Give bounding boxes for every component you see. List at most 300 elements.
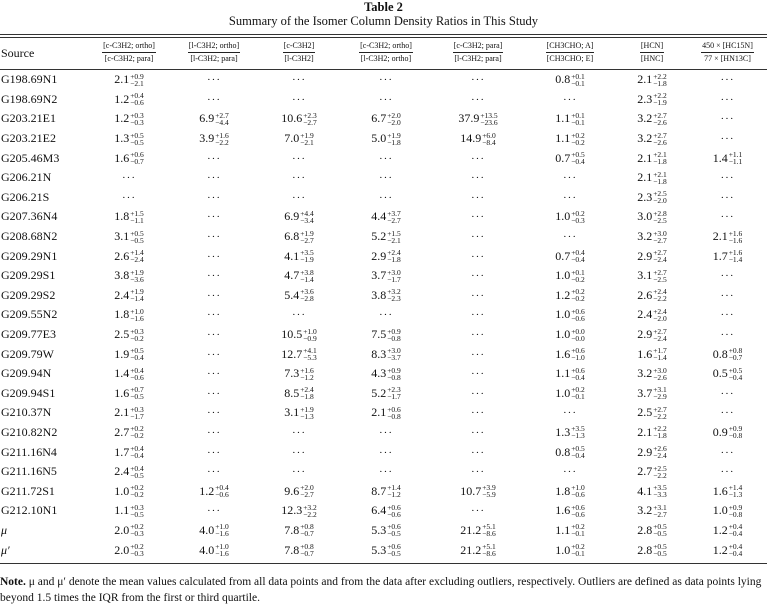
empty-cell: ···: [207, 348, 221, 361]
lower-error: −1.8: [387, 255, 401, 265]
value: 1.0: [555, 268, 571, 283]
source-name: G203.21E1: [1, 111, 56, 126]
value: 2.1: [371, 405, 387, 420]
empty-cell: ···: [471, 426, 485, 439]
lower-error: −0.2: [571, 294, 585, 304]
ratio-denominator: [l-C3H2; para]: [190, 54, 238, 63]
source-name: G209.55N2: [1, 307, 58, 322]
upper-error: +3.5: [571, 424, 585, 434]
table-row: [0, 384, 767, 404]
upper-error: +0.6: [387, 522, 401, 532]
lower-error: −1.7: [387, 274, 401, 284]
lower-error: −2.2: [653, 470, 667, 480]
value: 3.2: [637, 229, 653, 244]
ratio-value: [340, 325, 432, 345]
empty-cell: ···: [471, 348, 485, 361]
upper-error: +0.6: [387, 404, 401, 414]
upper-error: +0.6: [571, 306, 585, 316]
empty-cell: ···: [292, 309, 306, 322]
ratio-value: [616, 207, 688, 227]
value: 2.1: [637, 72, 653, 87]
ratio-value: [616, 344, 688, 364]
source-name: G211.72S1: [1, 483, 55, 498]
upper-error: +0.9: [387, 326, 401, 336]
lower-error: −1.8: [300, 392, 314, 402]
lower-error: −1.9: [653, 98, 667, 108]
upper-error: +1.0: [130, 306, 144, 316]
lower-error: −2.2: [303, 509, 317, 519]
upper-error: +1.4: [728, 483, 743, 493]
lower-error: −0.2: [130, 431, 144, 441]
empty-cell: ···: [379, 93, 393, 106]
empty-cell: ···: [471, 446, 485, 459]
value: 3.0: [637, 209, 653, 224]
ratio-value: [340, 344, 432, 364]
value: 10.5: [281, 327, 303, 342]
ratio-value: [524, 266, 616, 286]
column-header-ratio: [258, 38, 340, 70]
empty-cell: ···: [292, 426, 306, 439]
upper-error: +0.5: [653, 542, 667, 552]
ratio-value: [88, 90, 170, 110]
upper-error: +0.2: [130, 542, 144, 552]
ratio-value: [432, 129, 524, 149]
ratio-value: [170, 109, 258, 129]
upper-error: +1.4: [130, 248, 144, 258]
lower-error: −1.3: [300, 411, 314, 421]
lower-error: −2.4: [653, 255, 667, 265]
empty-cell: ···: [207, 250, 221, 263]
upper-error: +2.7: [653, 267, 667, 277]
ratio-denominator: [HNC]: [640, 54, 664, 63]
value: 1.0: [555, 542, 571, 557]
empty-cell: ···: [471, 387, 485, 400]
table-header: [0, 38, 767, 70]
value: 1.2: [114, 91, 130, 106]
value: 1.8: [114, 209, 130, 224]
ratio-value: [688, 227, 767, 247]
column-header-ratio: [170, 38, 258, 70]
lower-error: −5.3: [303, 353, 317, 363]
upper-error: +0.1: [571, 71, 585, 81]
value: 4.4: [371, 209, 387, 224]
empty-cell: ···: [720, 387, 735, 400]
value: 3.9: [199, 131, 215, 146]
value: 7.8: [284, 542, 300, 557]
upper-error: +0.4: [728, 542, 743, 552]
lower-error: −2.9: [653, 392, 667, 402]
upper-error: +0.4: [728, 522, 743, 532]
value: 6.4: [371, 503, 387, 518]
ratio-value: [688, 423, 767, 443]
value: 1.2: [555, 287, 571, 302]
lower-error: −2.0: [653, 196, 667, 206]
lower-error: −0.5: [387, 549, 401, 559]
ratio-value: [688, 521, 767, 541]
ratio-value: [258, 501, 340, 521]
ratio-value: [524, 148, 616, 168]
table-caption: [0, 0, 767, 28]
upper-error: +1.6: [728, 228, 743, 238]
lower-error: −1.7: [387, 392, 401, 402]
lower-error: −0.5: [130, 509, 144, 519]
table-row: [0, 227, 767, 247]
upper-error: +1.9: [130, 267, 144, 277]
empty-cell: ···: [563, 231, 577, 244]
empty-cell: ···: [471, 172, 485, 185]
upper-error: +2.7: [653, 248, 667, 258]
value: 2.4: [114, 464, 130, 479]
ratio-denominator: [l-C3H2]: [284, 54, 314, 63]
table-row: [0, 462, 767, 482]
source-name: G203.21E2: [1, 131, 56, 146]
lower-error: −0.6: [130, 372, 144, 382]
value: 21.2: [460, 522, 482, 537]
lower-error: −4.4: [215, 117, 229, 127]
ratio-value: [88, 70, 170, 90]
value: 2.3: [637, 189, 653, 204]
ratio-value: [88, 305, 170, 325]
ratio-value: [88, 364, 170, 384]
lower-error: −0.7: [300, 529, 314, 539]
lower-error: −0.8: [728, 509, 743, 519]
lower-error: −2.7: [300, 235, 314, 245]
empty-cell: ···: [471, 505, 485, 518]
lower-error: −1.1: [130, 215, 144, 225]
ratio-numerator: [l-C3H2; ortho]: [188, 41, 240, 53]
lower-error: −1.8: [653, 431, 667, 441]
lower-error: −3.4: [300, 215, 314, 225]
lower-error: −3.3: [653, 490, 667, 500]
empty-cell: ···: [563, 172, 577, 185]
ratio-value: [688, 148, 767, 168]
empty-cell: ···: [207, 505, 221, 518]
upper-error: +2.7: [653, 404, 667, 414]
upper-error: +2.7: [653, 326, 667, 336]
source-name: μ: [1, 522, 8, 537]
ratio-value: [616, 442, 688, 462]
lower-error: −1.7: [130, 411, 144, 421]
ratio-numerator: [c-C3H2]: [283, 41, 316, 53]
table-row: [0, 90, 767, 110]
table-row: [0, 540, 767, 560]
ratio-value: [340, 266, 432, 286]
ratio-value: [340, 246, 432, 266]
table-row: [0, 168, 767, 188]
value: 1.0: [555, 209, 571, 224]
value: 3.8: [114, 268, 130, 283]
ratio-value: [88, 442, 170, 462]
ratio-fraction: [283, 41, 316, 64]
value: 1.6: [114, 150, 130, 165]
lower-error: −0.0: [571, 333, 585, 343]
table-row: [0, 148, 767, 168]
ratio-value: [432, 521, 524, 541]
table-title: Summary of the Isomer Column Density Ratios in This Study: [228, 14, 539, 28]
value: 21.2: [460, 542, 482, 557]
upper-error: +0.9: [387, 365, 401, 375]
ratio-value: [258, 384, 340, 404]
lower-error: −0.5: [130, 392, 144, 402]
empty-cell: ···: [563, 466, 577, 479]
value: 1.1: [555, 111, 571, 126]
value: 2.1: [114, 72, 130, 87]
ratio-denominator: 77 × [HN13C]: [704, 54, 751, 63]
value: 12.3: [281, 503, 303, 518]
lower-error: −2.5: [653, 215, 667, 225]
value: 2.0: [114, 522, 130, 537]
lower-error: −3.7: [387, 353, 401, 363]
lower-error: −2.6: [653, 117, 667, 127]
upper-error: +1.0: [303, 326, 317, 336]
upper-error: +0.6: [387, 502, 401, 512]
ratio-value: [524, 344, 616, 364]
ratio-value: [258, 286, 340, 306]
value: 0.8: [712, 346, 728, 361]
empty-cell: ···: [720, 172, 735, 185]
lower-error: −2.7: [303, 117, 317, 127]
upper-error: +0.4: [130, 463, 144, 473]
note-label: Note.: [0, 575, 26, 588]
value: 6.9: [284, 209, 300, 224]
column-header-ratio: [340, 38, 432, 70]
upper-error: +0.6: [571, 365, 585, 375]
upper-error: +3.1: [653, 385, 667, 395]
upper-error: +0.6: [387, 542, 401, 552]
lower-error: −2.6: [653, 137, 667, 147]
value: 1.0: [712, 503, 728, 518]
lower-error: −1.8: [653, 176, 667, 186]
lower-error: −2.0: [387, 117, 401, 127]
table-label: Table 2: [364, 0, 403, 14]
value: 1.0: [555, 307, 571, 322]
upper-error: +3.2: [303, 502, 317, 512]
column-header-ratio: [524, 38, 616, 70]
source-name: G209.77E3: [1, 327, 56, 342]
empty-cell: ···: [471, 211, 485, 224]
lower-error: −0.4: [571, 255, 585, 265]
empty-cell: ···: [471, 93, 485, 106]
table-row: [0, 423, 767, 443]
ratio-fraction: [188, 41, 240, 64]
ratio-value: [258, 403, 340, 423]
empty-cell: ···: [471, 250, 485, 263]
lower-error: −2.7: [387, 215, 401, 225]
lower-error: −0.3: [130, 117, 144, 127]
empty-cell: ···: [122, 191, 136, 204]
lower-error: −0.8: [728, 431, 743, 441]
upper-error: +5.1: [482, 542, 496, 552]
value: 7.8: [284, 522, 300, 537]
ratio-value: [88, 148, 170, 168]
empty-cell: ···: [720, 93, 735, 106]
empty-cell: ···: [563, 191, 577, 204]
empty-cell: ···: [292, 93, 306, 106]
lower-error: −3.6: [130, 274, 144, 284]
table-note: [0, 564, 767, 606]
upper-error: +0.1: [571, 110, 585, 120]
ratio-value: [88, 109, 170, 129]
ratio-value: [88, 423, 170, 443]
lower-error: −0.3: [130, 549, 144, 559]
upper-error: +1.9: [300, 130, 314, 140]
ratio-value: [258, 481, 340, 501]
value: 0.8: [555, 72, 571, 87]
ratio-value: [258, 109, 340, 129]
ratio-value: [524, 129, 616, 149]
source-name: G198.69N1: [0, 70, 88, 90]
empty-cell: ···: [122, 172, 136, 185]
upper-error: +2.5: [653, 189, 667, 199]
ratio-value: [88, 246, 170, 266]
table-row: [0, 344, 767, 364]
upper-error: +1.7: [653, 346, 667, 356]
value: 1.1: [555, 131, 571, 146]
upper-error: +0.7: [130, 385, 144, 395]
empty-cell: ···: [720, 133, 735, 146]
value: 0.7: [555, 248, 571, 263]
ratio-value: [340, 109, 432, 129]
upper-error: +0.4: [571, 248, 585, 258]
ratio-value: [688, 501, 767, 521]
empty-cell: ···: [292, 466, 306, 479]
ratio-value: [524, 325, 616, 345]
empty-cell: ···: [471, 368, 485, 381]
empty-cell: ···: [207, 93, 221, 106]
lower-error: −0.5: [653, 529, 667, 539]
upper-error: +1.5: [130, 208, 144, 218]
isomer-ratio-table: [0, 38, 767, 560]
ratio-value: [88, 462, 170, 482]
lower-error: −0.8: [387, 411, 401, 421]
lower-error: −1.2: [387, 490, 401, 500]
ratio-value: [88, 540, 170, 560]
value: 1.2: [199, 483, 215, 498]
source-name: G205.46M3: [1, 150, 60, 165]
value: 2.9: [371, 248, 387, 263]
upper-error: +1.0: [215, 522, 229, 532]
empty-cell: ···: [471, 329, 485, 342]
value: 2.1: [637, 170, 653, 185]
ratio-value: [616, 305, 688, 325]
empty-cell: ···: [471, 289, 485, 302]
lower-error: −2.7: [300, 490, 314, 500]
source-name: G198.69N2: [1, 91, 58, 106]
lower-error: −1.0: [571, 353, 585, 363]
value: 1.6: [637, 346, 653, 361]
ratio-value: [258, 207, 340, 227]
upper-error: +1.6: [728, 248, 743, 258]
ratio-value: [616, 129, 688, 149]
source-name: G209.94S1: [1, 385, 56, 400]
lower-error: −0.1: [571, 549, 585, 559]
upper-error: +0.4: [130, 365, 144, 375]
value: 2.7: [637, 464, 653, 479]
ratio-denominator: [c-C3H2; para]: [104, 54, 154, 63]
lower-error: −2.4: [130, 255, 144, 265]
value: 8.5: [284, 385, 300, 400]
source-name: G211.16N5: [1, 464, 57, 479]
value: 1.4: [114, 366, 130, 381]
upper-error: +4.4: [300, 208, 314, 218]
lower-error: −1.6: [728, 235, 743, 245]
lower-error: −0.5: [130, 235, 144, 245]
ratio-value: [340, 501, 432, 521]
empty-cell: ···: [207, 191, 221, 204]
table-row: [0, 325, 767, 345]
value: 3.1: [637, 268, 653, 283]
empty-cell: ···: [379, 172, 393, 185]
table-row: [0, 442, 767, 462]
upper-error: +2.2: [653, 71, 667, 81]
value: 2.0: [114, 542, 130, 557]
empty-cell: ···: [292, 152, 306, 165]
source-name: G209.29S2: [1, 287, 56, 302]
lower-error: −0.1: [571, 117, 585, 127]
lower-error: −0.6: [387, 509, 401, 519]
empty-cell: ···: [207, 466, 221, 479]
upper-error: +0.2: [130, 522, 144, 532]
ratio-value: [616, 70, 688, 90]
ratio-value: [340, 384, 432, 404]
ratio-value: [524, 521, 616, 541]
empty-cell: ···: [720, 329, 735, 342]
lower-error: −8.4: [482, 137, 496, 147]
lower-error: −1.4: [728, 255, 743, 265]
table-row: [0, 286, 767, 306]
lower-error: −0.6: [571, 313, 585, 323]
ratio-value: [524, 481, 616, 501]
empty-cell: ···: [207, 172, 221, 185]
table-row: [0, 305, 767, 325]
empty-cell: ···: [207, 152, 221, 165]
upper-error: +0.4: [130, 444, 144, 454]
upper-error: +2.0: [387, 110, 401, 120]
ratio-fraction: [102, 41, 156, 64]
upper-error: +2.2: [653, 91, 667, 101]
lower-error: −2.8: [300, 294, 314, 304]
lower-error: −0.3: [571, 215, 585, 225]
value: 1.7: [114, 444, 130, 459]
ratio-value: [524, 423, 616, 443]
ratio-value: [616, 423, 688, 443]
ratio-fraction: [359, 41, 413, 64]
upper-error: +0.2: [571, 287, 585, 297]
source-name: G212.10N1: [1, 503, 58, 518]
lower-error: −23.6: [480, 117, 498, 127]
value: 1.2: [712, 542, 728, 557]
ratio-value: [688, 344, 767, 364]
value: 1.2: [712, 522, 728, 537]
lower-error: −1.9: [300, 255, 314, 265]
value: 2.9: [637, 444, 653, 459]
upper-error: +2.2: [653, 424, 667, 434]
ratio-value: [88, 129, 170, 149]
value: 3.2: [637, 366, 653, 381]
value: 5.2: [371, 385, 387, 400]
value: 6.8: [284, 229, 300, 244]
ratio-value: [258, 227, 340, 247]
ratio-value: [170, 129, 258, 149]
upper-error: +2.7: [653, 110, 667, 120]
lower-error: −0.7: [728, 353, 743, 363]
upper-error: +0.9: [130, 71, 144, 81]
lower-error: −0.5: [653, 549, 667, 559]
lower-error: −2.5: [653, 274, 667, 284]
upper-error: +3.9: [482, 483, 496, 493]
lower-error: −2.2: [653, 411, 667, 421]
lower-error: −0.4: [571, 372, 585, 382]
